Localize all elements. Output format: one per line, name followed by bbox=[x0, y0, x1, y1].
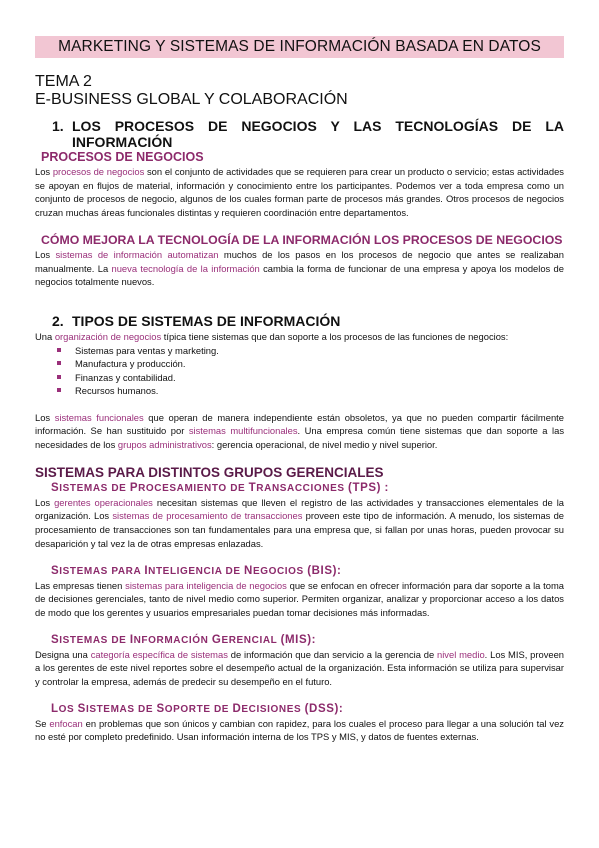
heading-word: LOS bbox=[51, 702, 75, 715]
paragraph-text: Los bbox=[35, 411, 55, 423]
tema-number: TEMA 2 bbox=[35, 73, 92, 90]
heading-word: DE bbox=[230, 482, 246, 494]
paragraph-tecnologia bbox=[35, 248, 564, 289]
heading-word: SISTEMAS bbox=[51, 481, 108, 494]
section-1-heading bbox=[35, 118, 564, 150]
highlighted-term: nueva tecnología de la información bbox=[111, 262, 260, 274]
document-page bbox=[35, 36, 564, 744]
heading-word: PARA bbox=[111, 565, 141, 577]
heading-word: INTELIGENCIA bbox=[144, 564, 223, 577]
heading-word: : bbox=[384, 481, 389, 494]
heading-word: SOPORTE bbox=[156, 702, 211, 715]
heading-word: DE bbox=[225, 565, 241, 577]
heading-word: (DSS): bbox=[304, 702, 344, 715]
paragraph-text: Los bbox=[35, 496, 55, 508]
dss-heading bbox=[51, 702, 564, 717]
section-2-heading bbox=[35, 313, 564, 329]
paragraph-text: . Una empresa común tiene sistemas que dan soporte a las necesidades de los bbox=[35, 425, 565, 451]
heading-word: SISTEMAS bbox=[51, 564, 108, 577]
paragraph-text: típica tiene sistemas que dan soporte a los procesos de las funciones de negocios: bbox=[161, 330, 509, 342]
paragraph-text: son el conjunto de actividades que se requieren para crear un producto o servicio; estas actividades se apoyan en flujos de material, información y conocimiento entre los participantes. Podemos ver a toda empresa como un conjunto de procesos de negocio, algunos de los cuales forman parte de procesos más grandes. Otros procesos de negocios cruzan muchas áreas funcionales distintas y requieren coordinación entre departamentos. bbox=[35, 166, 564, 219]
list-item: Recursos humanos. bbox=[35, 384, 564, 398]
highlighted-term: sistemas de información automatizan bbox=[55, 248, 219, 260]
tema-title: E-BUSINESS GLOBAL Y COLABORACIÓN bbox=[35, 91, 348, 108]
heading-word: DE bbox=[213, 703, 230, 715]
highlighted-term: sistemas de procesamiento de transacciones bbox=[112, 510, 303, 522]
section-2-title: TIPOS DE SISTEMAS DE INFORMACIÓN bbox=[72, 312, 341, 329]
heading-word: DECISIONES bbox=[232, 702, 302, 715]
functions-list bbox=[35, 344, 564, 398]
paragraph-text: : gerencia operacional, de nivel medio y nivel superior. bbox=[211, 439, 438, 451]
heading-word: PROCESAMIENTO bbox=[129, 481, 227, 494]
section-1-number: 1. bbox=[52, 118, 64, 134]
paragraph-text: Los bbox=[35, 248, 56, 260]
paragraph-dss bbox=[35, 717, 564, 744]
paragraph-text: Se bbox=[35, 717, 50, 729]
highlighted-term: organización de negocios bbox=[54, 330, 162, 342]
paragraph-funcionales bbox=[35, 411, 564, 452]
highlighted-term: sistemas para inteligencia de negocios bbox=[125, 579, 287, 591]
heading-word: (TPS) bbox=[348, 481, 382, 494]
heading-word: DE bbox=[111, 482, 127, 494]
paragraph-text: de información que dan servicio a la gerencia de bbox=[227, 648, 438, 660]
heading-word: SISTEMAS bbox=[51, 633, 108, 646]
highlighted-term: gerentes operacionales bbox=[54, 496, 153, 508]
paragraph-text: cambia la forma de funcionar de una empresa y apoya los modelos de negocios totalmente nuevos. bbox=[35, 262, 564, 288]
list-item: Manufactura y producción. bbox=[35, 357, 564, 371]
tps-heading bbox=[51, 481, 564, 496]
heading-word: TRANSACCIONES bbox=[248, 481, 345, 494]
mis-heading bbox=[51, 633, 564, 648]
heading-word: SISTEMAS bbox=[77, 702, 135, 715]
paragraph-bis bbox=[35, 579, 564, 620]
list-item: Sistemas para ventas y marketing. bbox=[35, 344, 564, 358]
section-2-number: 2. bbox=[52, 312, 64, 329]
list-item: Finanzas y contabilidad. bbox=[35, 371, 564, 385]
paragraph-text: proveen este tipo de información. A menudo, los sistemas de procesamiento de transacciones son tan fundamentales para una empresa que, si fallan por unas horas, pueden provocar su desaparición y tal vez la de otras empresas enlazadas. bbox=[35, 510, 565, 549]
subheading-tecnologia: CÓMO MEJORA LA TECNOLOGÍA DE LA INFORMACIÓN LOS PROCESOS DE NEGOCIOS bbox=[41, 232, 563, 247]
groups-heading: SISTEMAS PARA DISTINTOS GRUPOS GERENCIALES bbox=[35, 464, 384, 480]
highlighted-term: grupos administrativos bbox=[117, 439, 212, 451]
paragraph-tps bbox=[35, 496, 564, 551]
paragraph-text: Los bbox=[35, 166, 53, 177]
paragraph-text: necesitan sistemas que lleven el registro de las actividades y transacciones elementales de la organización. Los bbox=[35, 496, 564, 522]
highlighted-term: sistemas multifuncionales bbox=[188, 425, 298, 437]
paragraph-text: muchos de los pasos en los procesos de negocio que antes se realizaban manualmente. La bbox=[35, 248, 564, 274]
subheading-procesos: PROCESOS DE NEGOCIOS bbox=[41, 150, 204, 164]
paragraph-mis bbox=[35, 648, 564, 689]
paragraph-organizacion bbox=[35, 330, 564, 344]
paragraph-text: Designa una bbox=[35, 648, 91, 660]
paragraph-text: en problemas que son únicos y cambian con rapidez, para los cuales el proceso para llegar a una solución tal vez no esté por completo predefinido. Usan información interna de los TPS y MIS, y datos de fuentes externas. bbox=[35, 717, 564, 743]
paragraph-text: que se enfocan en ofrecer información para dar soporte a la toma de decisiones gerenciales, tanto de nivel medio como superior. Permiten organizar, analizar y proporcionar acceso a los datos de modo que los gerentes y usuarios empresariales puedan tomar decisiones más informadas. bbox=[35, 579, 564, 618]
paragraph-procesos bbox=[35, 165, 564, 220]
section-1-title: LOS PROCESOS DE NEGOCIOS Y LAS TECNOLOGÍAS DE LA INFORMACIÓN bbox=[72, 118, 564, 150]
highlighted-term: sistemas funcionales bbox=[54, 411, 144, 423]
paragraph-text: Una bbox=[35, 330, 55, 342]
highlighted-term: enfocan bbox=[49, 717, 83, 729]
paragraph-text: que operan de manera independiente están obsoletos, ya que no pueden compartir fácilmente información. Se han sustituido por bbox=[35, 411, 564, 437]
paragraph-text: . Los MIS, proveen a los gerentes de este nivel reportes sobre el desempeño actual de la organización. Esta información se utiliza para supervisar y controlar la empresa, además de predecir su desempeño en el futuro. bbox=[35, 648, 565, 688]
heading-word: DE bbox=[138, 703, 154, 715]
paragraph-text: Las empresas tienen bbox=[35, 579, 126, 591]
heading-word: (MIS): bbox=[280, 633, 317, 646]
heading-word: NEGOCIOS bbox=[244, 564, 304, 577]
heading-word: GERENCIAL bbox=[211, 633, 278, 646]
highlighted-term: procesos de negocios bbox=[52, 166, 145, 177]
highlighted-term: nivel medio bbox=[437, 648, 485, 660]
heading-word: (BIS): bbox=[307, 564, 342, 577]
heading-word: INFORMACIÓN bbox=[129, 633, 209, 646]
heading-word: DE bbox=[111, 634, 127, 646]
header-banner: MARKETING Y SISTEMAS DE INFORMACIÓN BASADA EN DATOS bbox=[35, 36, 564, 58]
bis-heading bbox=[51, 564, 564, 579]
highlighted-term: categoría específica de sistemas bbox=[90, 648, 228, 660]
